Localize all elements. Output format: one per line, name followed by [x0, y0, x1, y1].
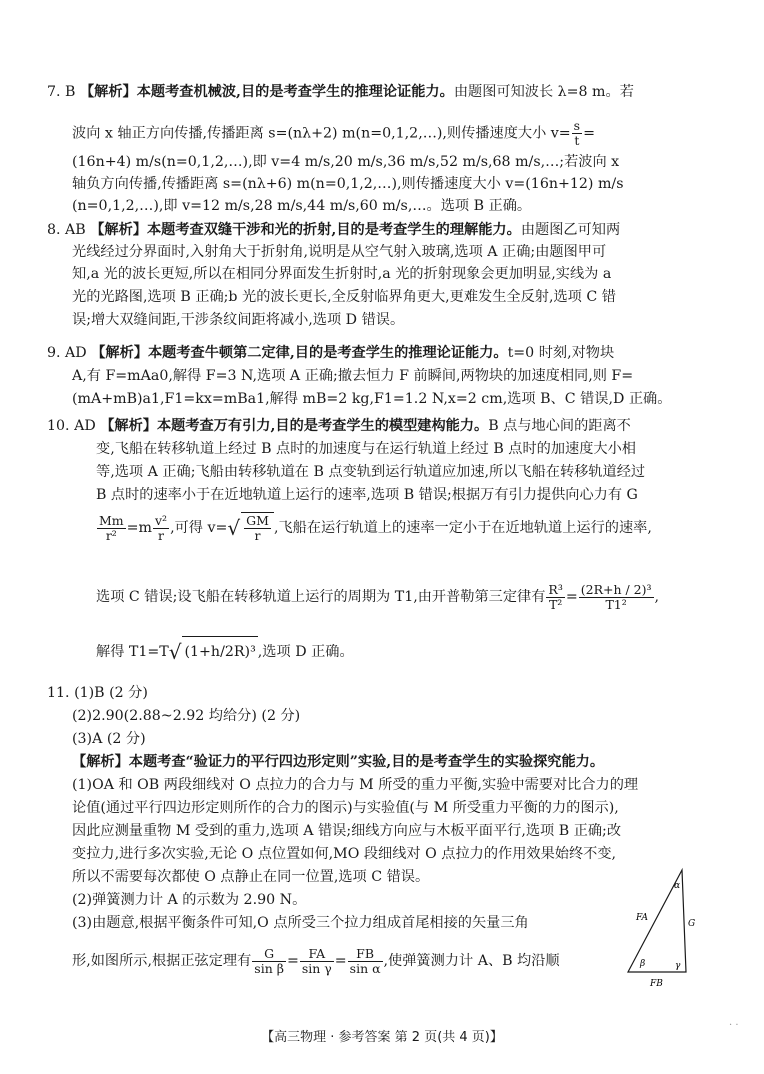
- line-8-1: 8. AB 【解析】本题考查双缝干涉和光的折射,目的是考查学生的理解能力。由题图乙可知两: [47, 222, 621, 238]
- line-7-2: 波向 x 轴正方向传播,传播距离 s=(nλ+2) m(n=0,1,2,…),则传播速度大小 v= $\frac{s}{t}$ =: [72, 118, 595, 148]
- line-11-11: (3)由题意,根据平衡条件可知,O 点所受三个拉力组成首尾相接的矢量三角: [72, 915, 529, 931]
- force-G-label: G: [688, 919, 696, 929]
- analysis-lead: 【解析】本题考查机械波,目的是考查学生的推理论证能力。: [79, 84, 454, 100]
- fraction-FA-over-singamma: $\frac{FA}{\text{sin γ}}$: [301, 945, 332, 976]
- force-triangle-diagram: [620, 862, 700, 992]
- line-7-1: 7. B 【解析】本题考查机械波,目的是考查学生的推理论证能力。由题图可知波长 λ=8 m。若: [47, 84, 634, 100]
- line-11-10: (2)弹簧测力计 A 的示数为 2.90 N。: [72, 892, 307, 908]
- page-footer: 【高三物理 · 参考答案 第 2 页(共 4 页)】: [261, 1030, 503, 1045]
- angle-beta-label: β: [640, 959, 646, 969]
- fraction-Mm-over-r2: $\frac{Mm}{\text{r²}}$: [99, 512, 124, 543]
- line-7-4: 轴负方向传播,传播距离 s=(nλ+6) m(n=0,1,2,…),则传播速度大小 v=(16n+12) m/s: [72, 176, 624, 192]
- line-10-6: 选项 C 错误;设飞船在转移轨道上运行的周期为 T1,由开普勒第三定律有 $\frac{\text{R³}}{\text{T²}}$ = $\frac{\text{(2R+h / 2)³}}{\text{T1²}}$ ,: [96, 581, 660, 612]
- line-9-2: A,有 F=mAa0,解得 F=3 N,选项 A 正确;撤去恒力 F 前瞬间,两物块的加速度相同,则 F=: [72, 368, 634, 384]
- line-11-6: 论值(通过平行四边形定则所作的合力的图示)与实验值(与 M 所受重力平衡的力的图示),: [72, 800, 619, 816]
- line-10-3: 等,选项 A 正确;飞船由转移轨道在 B 点变轨到运行轨道应加速,所以飞船在转移轨道经过: [96, 464, 646, 480]
- line-10-4: B 点时的速率小于在近地轨道上运行的速率,选项 B 错误;根据万有引力提供向心力有 G: [96, 487, 638, 503]
- line-11-9: 所以不需要每次都使 O 点静止在同一位置,选项 C 错误。: [72, 869, 430, 885]
- line-10-5: $\frac{Mm}{\text{r²}}$ =m $\frac{\text{v²}}{r}$ ,可得 v=√ $\frac{GM}{r}$ ,飞船在运行轨道上的速率一定小于在近地轨道上运行的速率,: [99, 512, 652, 543]
- line-11-1: 11. (1)B (2 分): [47, 685, 148, 701]
- sqrt-sign: √: [168, 640, 182, 664]
- fraction-FB-over-sinalpha: $\frac{FB}{\text{sin α}}$: [349, 945, 381, 976]
- fraction-GM-over-r: $\frac{GM}{r}$: [246, 512, 269, 543]
- corner-mark: · ·: [729, 1020, 739, 1031]
- force-FA-label: FA: [636, 913, 648, 923]
- line-11-7: 因此应测量重物 M 受到的重力,选项 A 错误;细线方向应与木板平面平行,选项 B 正确;改: [72, 823, 622, 839]
- line-11-2: (2)2.90(2.88~2.92 均给分) (2 分): [72, 708, 301, 724]
- line-11-3: (3)A (2 分): [72, 731, 146, 747]
- line-10-7: 解得 T1=T√ (1+h/2R)³ ,选项 D 正确。: [96, 636, 354, 667]
- fraction-s-over-t: $\frac{s}{t}$: [573, 118, 581, 148]
- line-7-3: (16n+4) m/s(n=0,1,2,…),即 v=4 m/s,20 m/s,36 m/s,52 m/s,68 m/s,…;若波向 x: [72, 154, 620, 170]
- line-10-2: 变,飞船在转移轨道上经过 B 点时的加速度与在运行轨道上经过 B 点时的加速度大小相: [96, 441, 636, 457]
- line-11-5: (1)OA 和 OB 两段细线对 O 点拉力的合力与 M 所受的重力平衡,实验中需要对比合力的理: [72, 777, 639, 793]
- line-8-4: 光的光路图,选项 B 正确;b 光的波长更长,全反射临界角更大,更难发生全反射,选项 C 错: [72, 289, 616, 305]
- line-11-4: 【解析】本题考查“验证力的平行四边形定则”实验,目的是考查学生的实验探究能力。: [72, 754, 605, 770]
- sqrt-sign: √: [227, 516, 241, 540]
- line-8-3: 知,a 光的波长更短,所以在相同分界面发生折射时,a 光的折射现象会更加明显,实线为 a: [72, 266, 612, 282]
- fraction-kepler-right: $\frac{\text{(2R+h / 2)³}}{\text{T1²}}$: [580, 581, 652, 612]
- line-7-5: (n=0,1,2,…),即 v=12 m/s,28 m/s,44 m/s,60 m/s,…。选项 B 正确。: [72, 198, 532, 214]
- angle-alpha-label: α: [674, 881, 681, 891]
- analysis-lead: 【解析】本题考查牛顿第二定律,目的是考查学生的推理论证能力。: [91, 345, 508, 361]
- line-11-12: 形,如图所示,根据正弦定理有 $\frac{G}{\text{sin β}}$ = $\frac{FA}{\text{sin γ}}$ = $\frac{FB}{\text{sin α}}$ ,使弹簧测力计 A、B 均沿顺: [72, 945, 560, 976]
- angle-gamma-label: γ: [675, 961, 681, 971]
- line-8-2: 光线经过分界面时,入射角大于折射角,说明是从空气射入玻璃,选项 A 正确;由题图甲可: [72, 244, 607, 260]
- line-9-3: (mA+mB)a1,F1=kx=mBa1,解得 mB=2 kg,F1=1.2 N,x=2 cm,选项 B、C 错误,D 正确。: [72, 391, 672, 407]
- force-FB-label: FB: [650, 979, 663, 989]
- line-11-8: 变拉力,进行多次实验,无论 O 点位置如何,MO 段细线对 O 点拉力的作用效果始终不变,: [72, 846, 617, 862]
- analysis-lead: 【解析】本题考查双缝干涉和光的折射,目的是考查学生的理解能力。: [90, 222, 521, 238]
- fraction-v2-over-r: $\frac{\text{v²}}{r}$: [155, 512, 168, 543]
- fraction-R3-over-T2: $\frac{\text{R³}}{\text{T²}}$: [548, 581, 563, 612]
- line-9-1: 9. AD 【解析】本题考查牛顿第二定律,目的是考查学生的推理论证能力。t=0 时刻,对物块: [47, 345, 615, 361]
- line-8-5: 误;增大双缝间距,干涉条纹间距将减小,选项 D 错误。: [72, 312, 405, 328]
- analysis-lead: 【解析】本题考查万有引力,目的是考查学生的模型建构能力。: [100, 418, 489, 434]
- fraction-G-over-sinbeta: $\frac{G}{\text{sin β}}$: [254, 945, 284, 976]
- line-10-1: 10. AD 【解析】本题考查万有引力,目的是考查学生的模型建构能力。B 点与地心间的距离不: [47, 418, 631, 434]
